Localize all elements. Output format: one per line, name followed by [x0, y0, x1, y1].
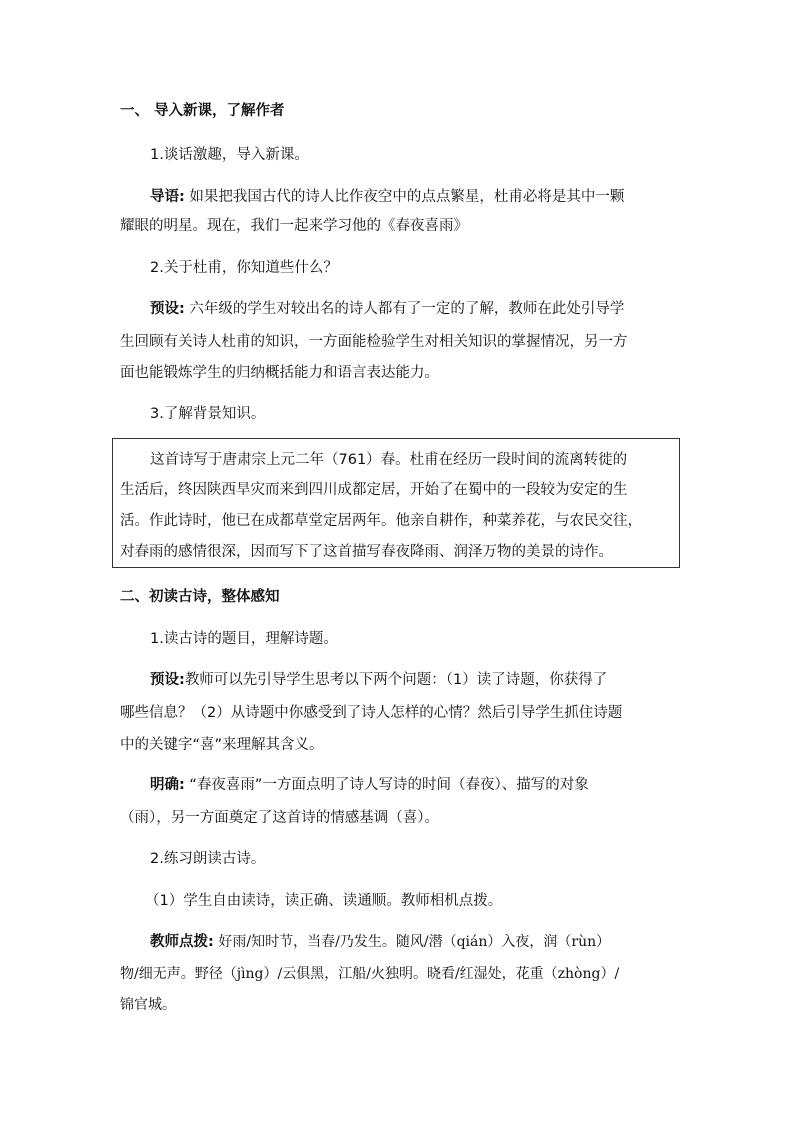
section1-item3: 3.了解背景知识。 [150, 406, 266, 422]
clarify-text-line2: （雨），另一方面奠定了这首诗的情感基调（喜）。 [120, 810, 439, 826]
preset2-text-line1: 教师可以先引导学生思考以下两个问题：（1）读了诗题，你获得了 [184, 672, 608, 688]
tip-text-line1: 好雨/知时节，当春/乃发生。随风/潜（qián）入夜，润（rùn） [218, 934, 611, 950]
clarify-paragraph [150, 775, 589, 795]
section2-item1: 1.读古诗的题目，理解诗题。 [150, 631, 338, 647]
tip-label: 教师点拨: [150, 934, 214, 950]
background-line4: 对春雨的感情很深，因而写下了这首描写春夜降雨、润泽万物的美景的诗作。 [120, 544, 613, 560]
preset-label: 预设: [150, 301, 185, 317]
intro-label: 导语: [150, 189, 185, 205]
intro-paragraph [150, 187, 624, 207]
preset-text-line3: 面也能锻炼学生的归纳概括能力和语言表达能力。 [120, 365, 439, 381]
clarify-text-line1: “春夜喜雨”一方面点明了诗人写诗的时间（春夜）、描写的对象 [189, 777, 589, 793]
preset-text-line1: 六年级的学生对较出名的诗人都有了一定的了解，教师在此处引导学 [189, 301, 625, 317]
preset2-text-line3: 中的关键字“喜”来理解其含义。 [120, 737, 324, 753]
preset-paragraph [150, 299, 624, 319]
section1-item2: 2.关于杜甫，你知道些什么？ [150, 260, 338, 276]
tip-text-line3: 锦官城。 [120, 997, 176, 1013]
preset-text-line2: 生回顾有关诗人杜甫的知识，一方面能检验学生对相关知识的掌握情况，另一方 [120, 334, 628, 350]
background-line3: 活。作此诗时，他已在成都草堂定居两年。他亲自耕作，种菜养花，与农民交往， [120, 513, 642, 529]
section1-item1: 1.谈话激趣，导入新课。 [150, 147, 309, 163]
clarify-label: 明确: [150, 777, 185, 793]
intro-text-line1: 如果把我国古代的诗人比作夜空中的点点繁星，杜甫必将是其中一颗 [189, 189, 625, 205]
section2-item2: 2.练习朗读古诗。 [150, 851, 266, 867]
background-line2: 生活后，终因陕西旱灾而来到四川成都定居，开始了在蜀中的一段较为安定的生 [120, 482, 628, 498]
preset2-text-line2: 哪些信息？（2）从诗题中你感受到了诗人怎样的心情？然后引导学生抓住诗题 [120, 705, 623, 721]
intro-text-line2: 耀眼的明星。现在，我们一起来学习他的《春夜喜雨》 [120, 218, 468, 234]
section1-heading: 一、 导入新课，了解作者 [120, 103, 285, 119]
preset2-paragraph [150, 670, 607, 690]
tip-text-line2: 物/细无声。野径（jìng）/云俱黑，江船/火独明。晓看/红湿处，花重（zhòng）/ [120, 966, 620, 982]
section2-heading: 二、初读古诗，整体感知 [120, 589, 280, 605]
tip-paragraph [150, 932, 610, 952]
background-line1: 这首诗写于唐肃宗上元二年（761）春。杜甫在经历一段时间的流离转徙的 [150, 452, 628, 468]
preset2-label: 预设: [150, 672, 185, 688]
section2-sub1: （1）学生自由读诗，读正确、读通顺。教师相机点拨。 [145, 893, 503, 909]
